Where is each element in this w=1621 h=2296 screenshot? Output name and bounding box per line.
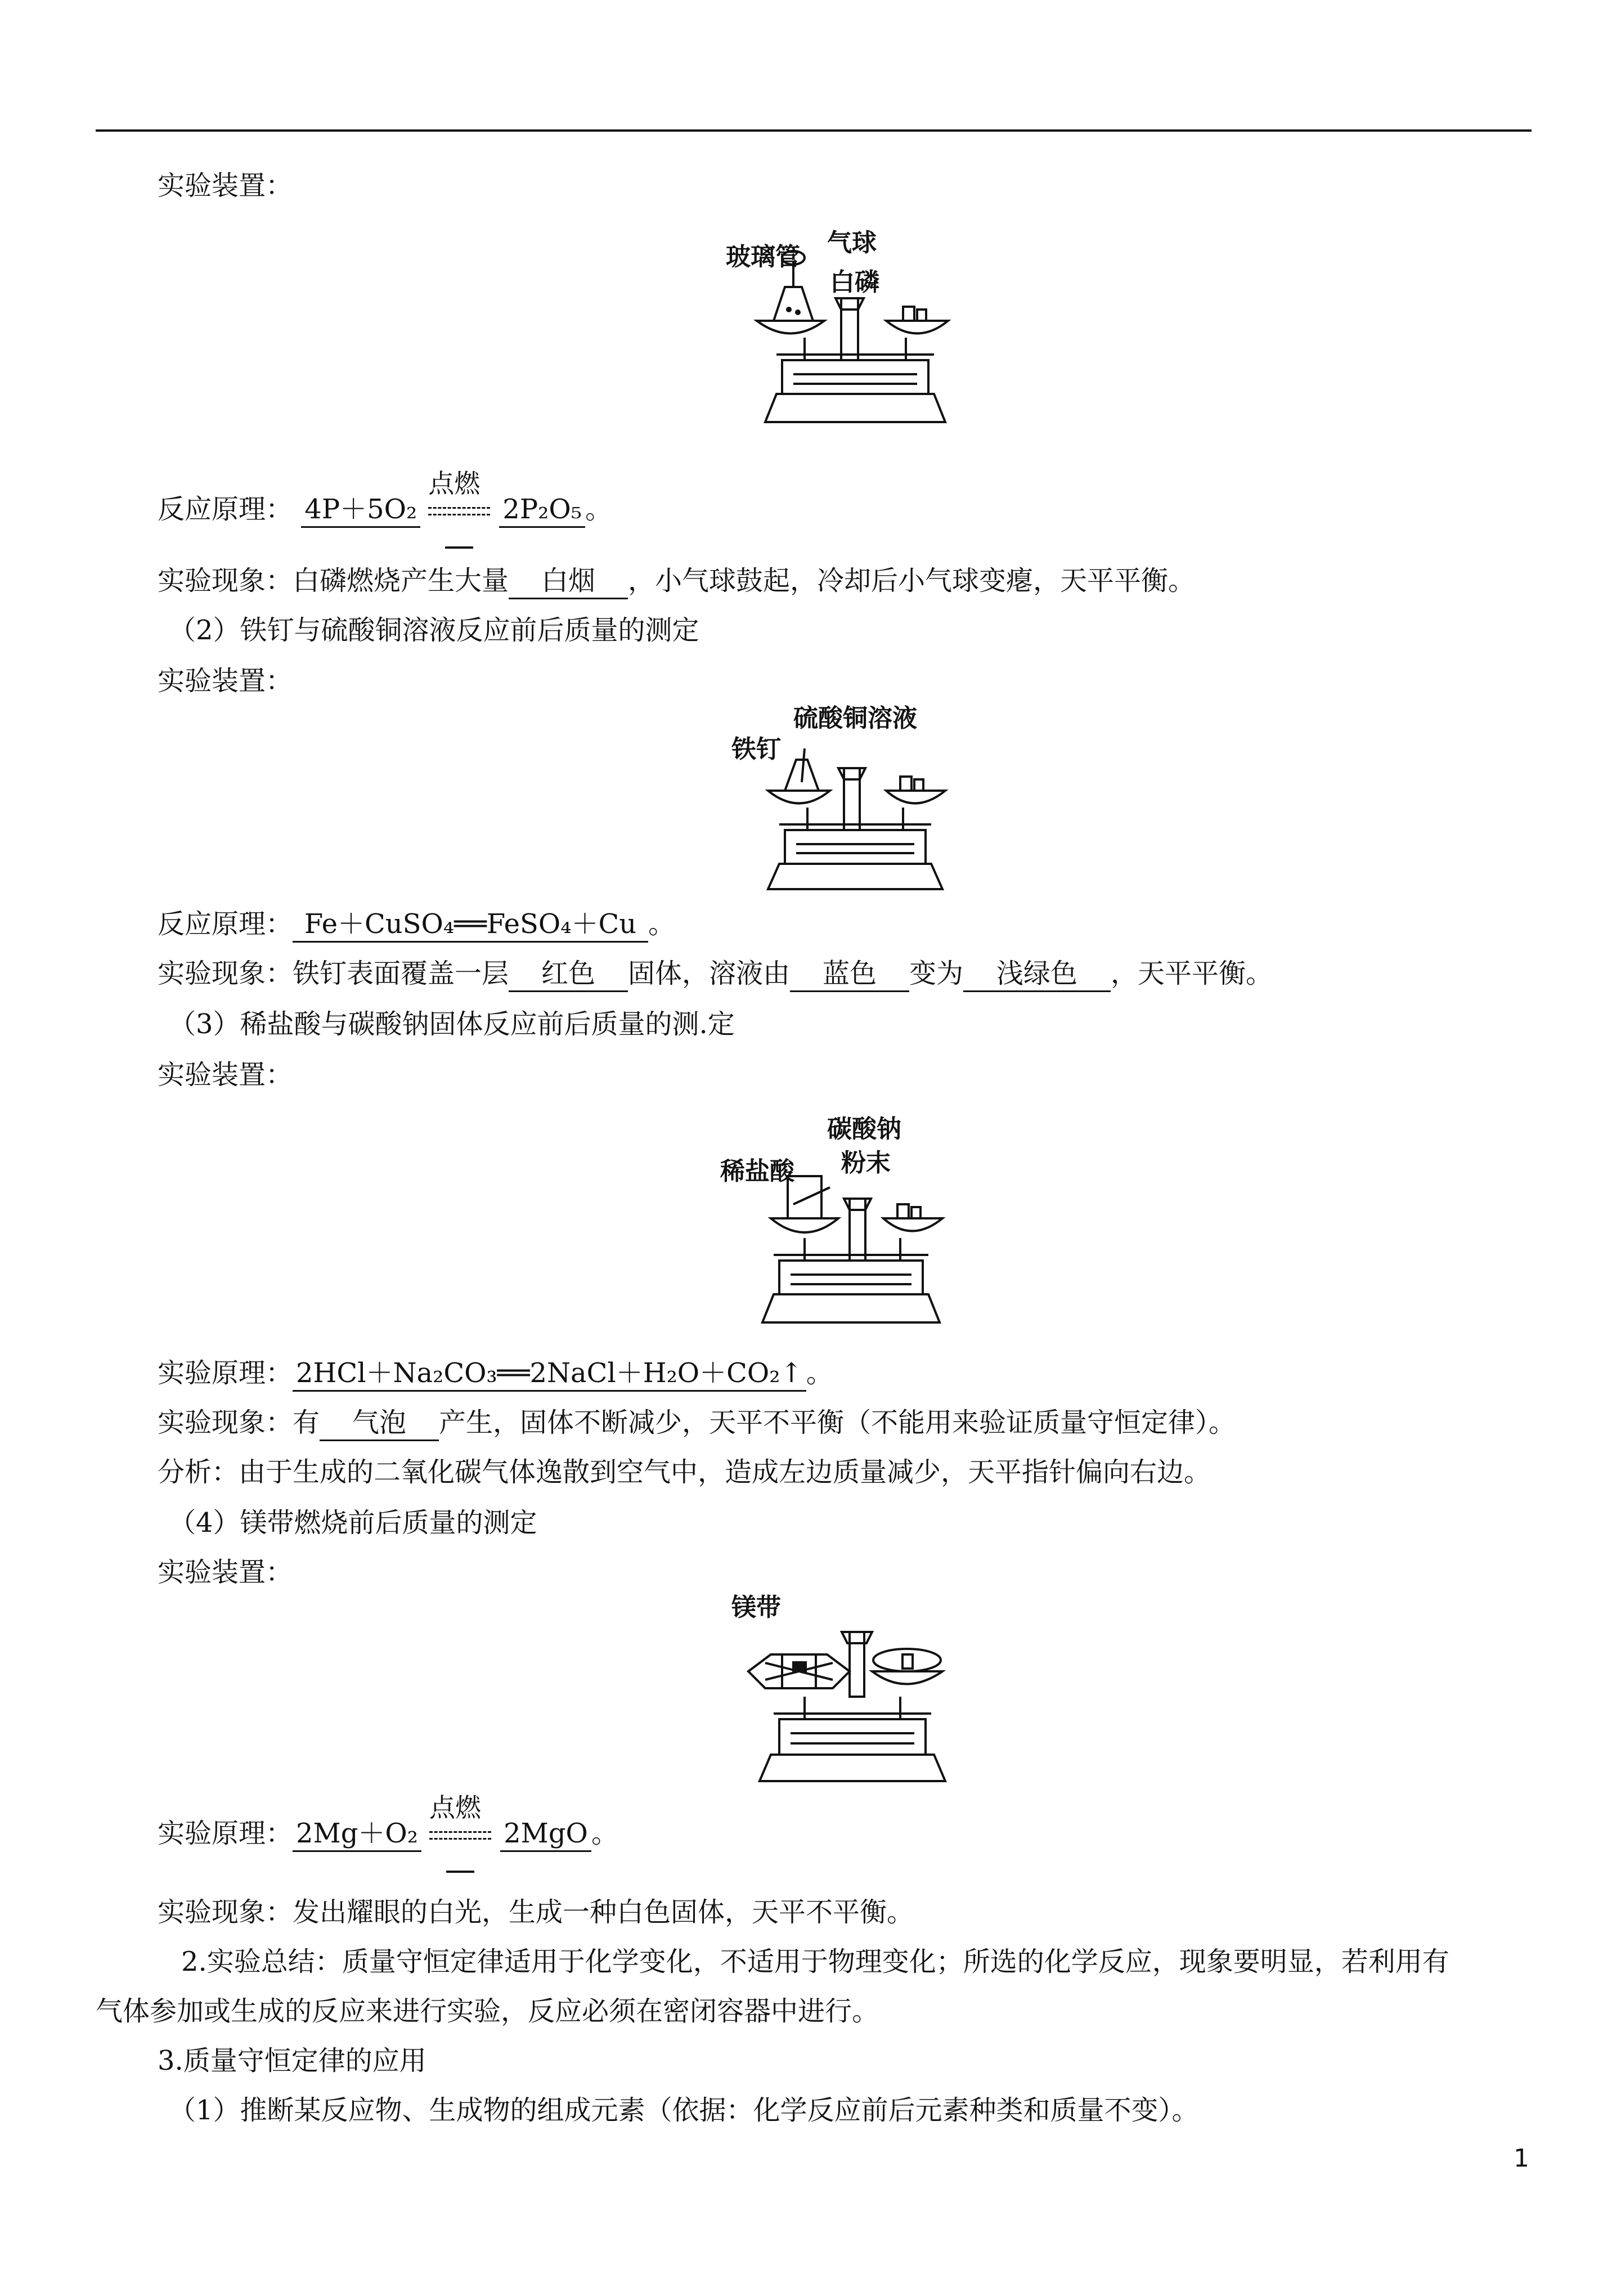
eq-label: 实验原理： [158, 1818, 293, 1849]
eq-end: 。 [591, 1818, 619, 1849]
text: 实验现象：有 [158, 1407, 320, 1438]
label-magnesium-ribbon: 镁带 [731, 1593, 781, 1622]
blank-red: 红色 [509, 957, 628, 992]
phenomenon-line-2 [158, 957, 1273, 992]
text: 实验现象：铁钉表面覆盖一层 [158, 958, 509, 989]
eq-product: 2P₂O₅ [499, 492, 585, 528]
blank-white-smoke: 白烟 [509, 564, 628, 599]
eq-label: 反应原理： [158, 908, 293, 940]
section-2-title: （2）铁钉与硫酸铜溶液反应前后质量的测定 [169, 615, 699, 646]
condition-text: 点燃 [428, 468, 481, 499]
label-white-phosphorus: 白磷 [830, 268, 879, 297]
label-powder: 粉末 [841, 1149, 891, 1177]
text: 固体，溶液由 [628, 958, 791, 989]
text: 实验现象：白磷燃烧产生大量 [158, 565, 509, 597]
setup-label-3: 实验装置： [158, 1059, 293, 1091]
eq-full: Fe＋CuSO₄══FeSO₄＋Cu [293, 907, 648, 943]
balance-drawing [731, 1598, 968, 1790]
balance-figure-phosphorus [726, 225, 968, 439]
setup-label-4: 实验装置： [158, 1557, 293, 1588]
section-3-title: （3）稀盐酸与碳酸钠固体反应前后质量的测.定 [169, 1008, 735, 1040]
analysis-line: 分析：由于生成的二氧化碳气体逸散到空气中，造成左边质量减少，天平指针偏向右边。 [158, 1456, 1211, 1488]
label-copper-sulfate: 硫酸铜溶液 [793, 704, 917, 733]
blank-light-green: 浅绿色 [963, 957, 1111, 992]
text: ，天平平衡。 [1111, 958, 1273, 989]
condition-ignite [427, 1792, 495, 1850]
header-rule [96, 129, 1532, 132]
label-glass-tube: 玻璃管 [726, 243, 800, 271]
balance-figure-hcl [720, 1114, 968, 1328]
section-4-title: （4）镁带燃烧前后质量的测定 [169, 1507, 537, 1539]
eq-label: 实验原理： [158, 1357, 293, 1389]
eq-reactants: 2Mg＋O₂ [293, 1817, 421, 1852]
eq-label: 反应原理： [158, 494, 293, 525]
eq-product: 2MgO [500, 1817, 591, 1852]
application-title: 3.质量守恒定律的应用 [158, 2045, 426, 2077]
equation-line-iron [158, 907, 675, 943]
condition-text: 点燃 [429, 1792, 482, 1823]
equation-line-phosphorus [158, 468, 612, 528]
text: 变为 [909, 958, 964, 989]
summary-line-2: 气体参加或生成的反应来进行实验，反应必须在密闭容器中进行。 [96, 1995, 879, 2027]
page-number: 1 [1514, 2144, 1529, 2173]
label-iron-nail: 铁钉 [731, 735, 781, 764]
eq-reactants: 4P＋5O₂ [301, 492, 420, 528]
condition-ignite [426, 468, 493, 526]
setup-label-1: 实验装置： [158, 170, 293, 201]
summary-line-1: 2.实验总结：质量守恒定律适用于化学变化，不适用于物理变化；所选的化学反应，现象要明显，若利用有 [181, 1946, 1449, 1977]
phenomenon-line-4: 实验现象：发出耀眼的白光，生成一种白色固体，天平不平衡。 [158, 1896, 914, 1928]
blank-blue: 蓝色 [790, 957, 909, 992]
text: 产生，固体不断减少，天平不平衡（不能用来验证质量守恒定律）。 [439, 1407, 1236, 1438]
blank-bubbles: 气泡 [320, 1406, 439, 1441]
eq-full: 2HCl＋Na₂CO₃══2NaCl＋H₂O＋CO₂↑ [293, 1356, 806, 1392]
equation-line-magnesium [158, 1792, 619, 1852]
equation-line-hcl [158, 1356, 833, 1392]
label-balloon: 气球 [827, 228, 877, 257]
label-dilute-hcl: 稀盐酸 [720, 1157, 794, 1186]
label-sodium-carbonate: 碳酸钠 [827, 1115, 901, 1143]
phenomenon-line-1 [158, 564, 1195, 599]
eq-end: 。 [806, 1357, 833, 1389]
eq-end: 。 [648, 908, 676, 940]
setup-label-2: 实验装置： [158, 665, 293, 697]
balance-figure-magnesium [731, 1593, 968, 1790]
text: ，小气球鼓起，冷却后小气球变瘪，天平平衡。 [628, 565, 1196, 597]
eq-end: 。 [585, 494, 612, 525]
balance-figure-iron-nail [731, 703, 962, 895]
application-item-1: （1）推断某反应物、生成物的组成元素（依据：化学反应前后元素种类和质量不变）。 [169, 2095, 1199, 2126]
phenomenon-line-3 [158, 1406, 1236, 1441]
